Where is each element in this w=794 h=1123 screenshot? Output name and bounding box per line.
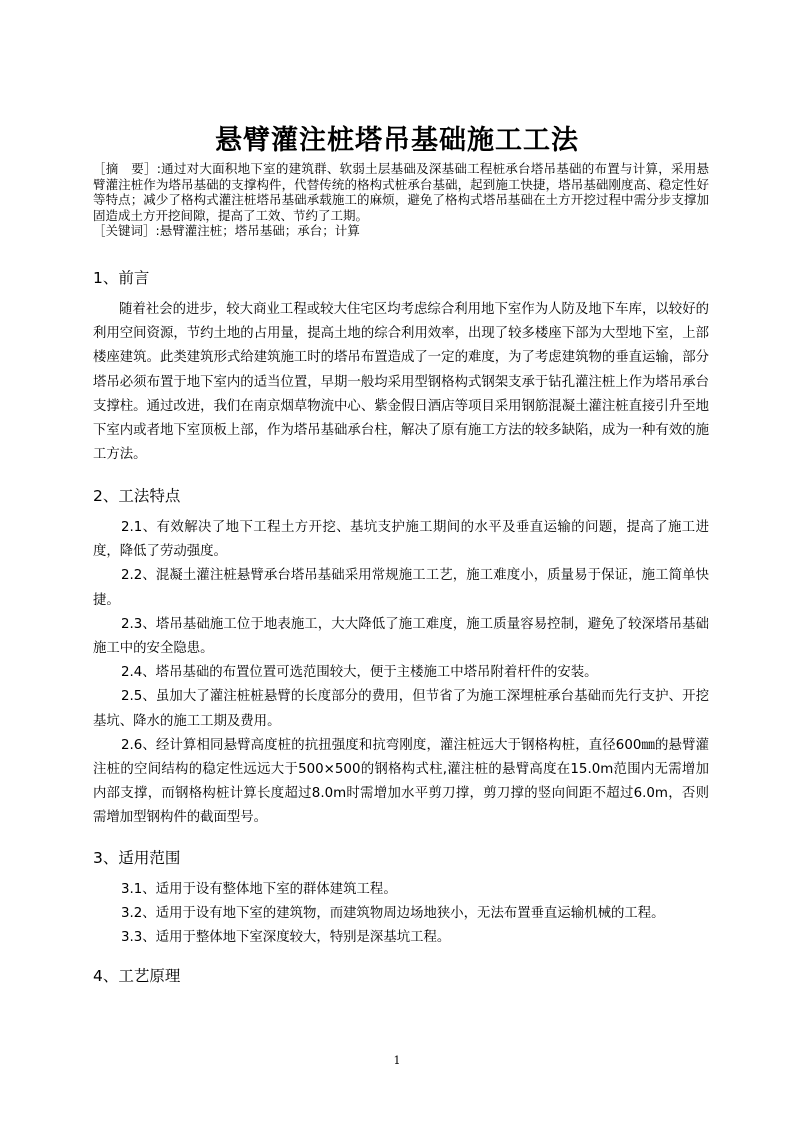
section-body-1: [93, 298, 709, 467]
list-item: 2.4、塔吊基础的布置位置可选范围较大，便于主楼施工中塔吊附着杆件的安装。: [121, 665, 598, 681]
paragraph: 随着社会的进步，较大商业工程或较大住宅区均考虑综合利用地下室作为人防及地下车库，以较好的利用空间资源，节约土地的占用量，提高土地的综合利用效率，出现了较多楼座下部为大型地下室，上部楼座建筑。此类建筑形式给建筑施工时的塔吊布置造成了一定的难度，为了考虑建筑物的垂直运输，部分塔吊必须布置于地下室内的适当位置，早期一般均采用型钢格构式钢架支承于钻孔灌注桩上作为塔吊承台支撑柱。通过改进，我们在南京烟草物流中心、紫金假日酒店等项目采用钢筋混凝土灌注桩直接引升至地下室内或者地下室顶板上部，作为塔吊基础承台柱，解决了原有施工方法的较多缺陷，成为一种有效的施工方法。: [93, 302, 709, 463]
section-heading-4: 4、工艺原理: [93, 967, 181, 985]
list-item: 2.2、混凝土灌注桩悬臂承台塔吊基础采用常规施工工艺，施工难度小，质量易于保证，施工简单快捷。: [93, 568, 709, 608]
list-item: 2.3、塔吊基础施工位于地表施工，大大降低了施工难度，施工质量容易控制，避免了较深塔吊基础施工中的安全隐患。: [93, 616, 709, 657]
section-heading-3: 3、适用范围: [93, 849, 181, 867]
list-item: 2.5、虽加大了灌注桩桩悬臂的长度部分的费用，但节省了为施工深埋桩承台基础而先行支护、开挖基坑、降水的施工工期及费用。: [93, 689, 709, 729]
list-item: 3.1、适用于设有整体地下室的群体建筑工程。: [121, 882, 397, 897]
list-item: 3.2、适用于设有地下室的建筑物，而建筑物周边场地狭小，无法布置垂直运输机械的工程。: [121, 906, 665, 922]
list-item: 3.3、适用于整体地下室深度较大，特别是深基坑工程。: [121, 930, 451, 946]
document-title: 悬臂灌注桩塔吊基础施工工法: [215, 125, 579, 156]
section-heading-1: 1、前言: [93, 269, 150, 287]
keywords-line: ［关键词］:悬臂灌注桩；塔吊基础；承台；计算: [93, 223, 360, 239]
section-body-3: [93, 878, 709, 951]
abstract-text: ［摘 要］:通过对大面积地下室的建筑群、软弱土层基础及深基础工程桩承台塔吊基础的布置与计算，采用悬臂灌注桩作为塔吊基础的支撑构件，代替传统的格构式桩承台基础，起到施工快捷，塔吊基础刚度高、稳定性好等特点；减少了格构式灌注桩塔吊基础承载施工的麻烦，避免了格构式塔吊基础在土方开挖过程中需分步支撑加固造成土方开挖间隙，提高了工效、节约了工期。: [93, 161, 709, 223]
list-item: 2.1、有效解决了地下工程土方开挖、基坑支护施工期间的水平及垂直运输的问题，提高了施工进度，降低了劳动强度。: [93, 520, 709, 560]
page-number: 1: [393, 1054, 401, 1067]
list-item: 2.6、经计算相同悬臂高度桩的抗扭强度和抗弯刚度，灌注桩远大于钢格构桩，直径600㎜的悬臂灌注桩的空间结构的稳定性远远大于500×500的钢格构式柱,灌注桩的悬臂高度在15.0m范围内无需增加内部支撑，而钢格构桩计算长度超过8.0m时需增加水平剪刀撑，剪刀撑的竖向间距不超过6.0m，否则需增加型钢构件的截面型号。: [93, 737, 709, 826]
section-heading-2: 2、工法特点: [93, 487, 181, 505]
abstract-block: [93, 161, 709, 239]
section-body-2: [93, 516, 709, 831]
